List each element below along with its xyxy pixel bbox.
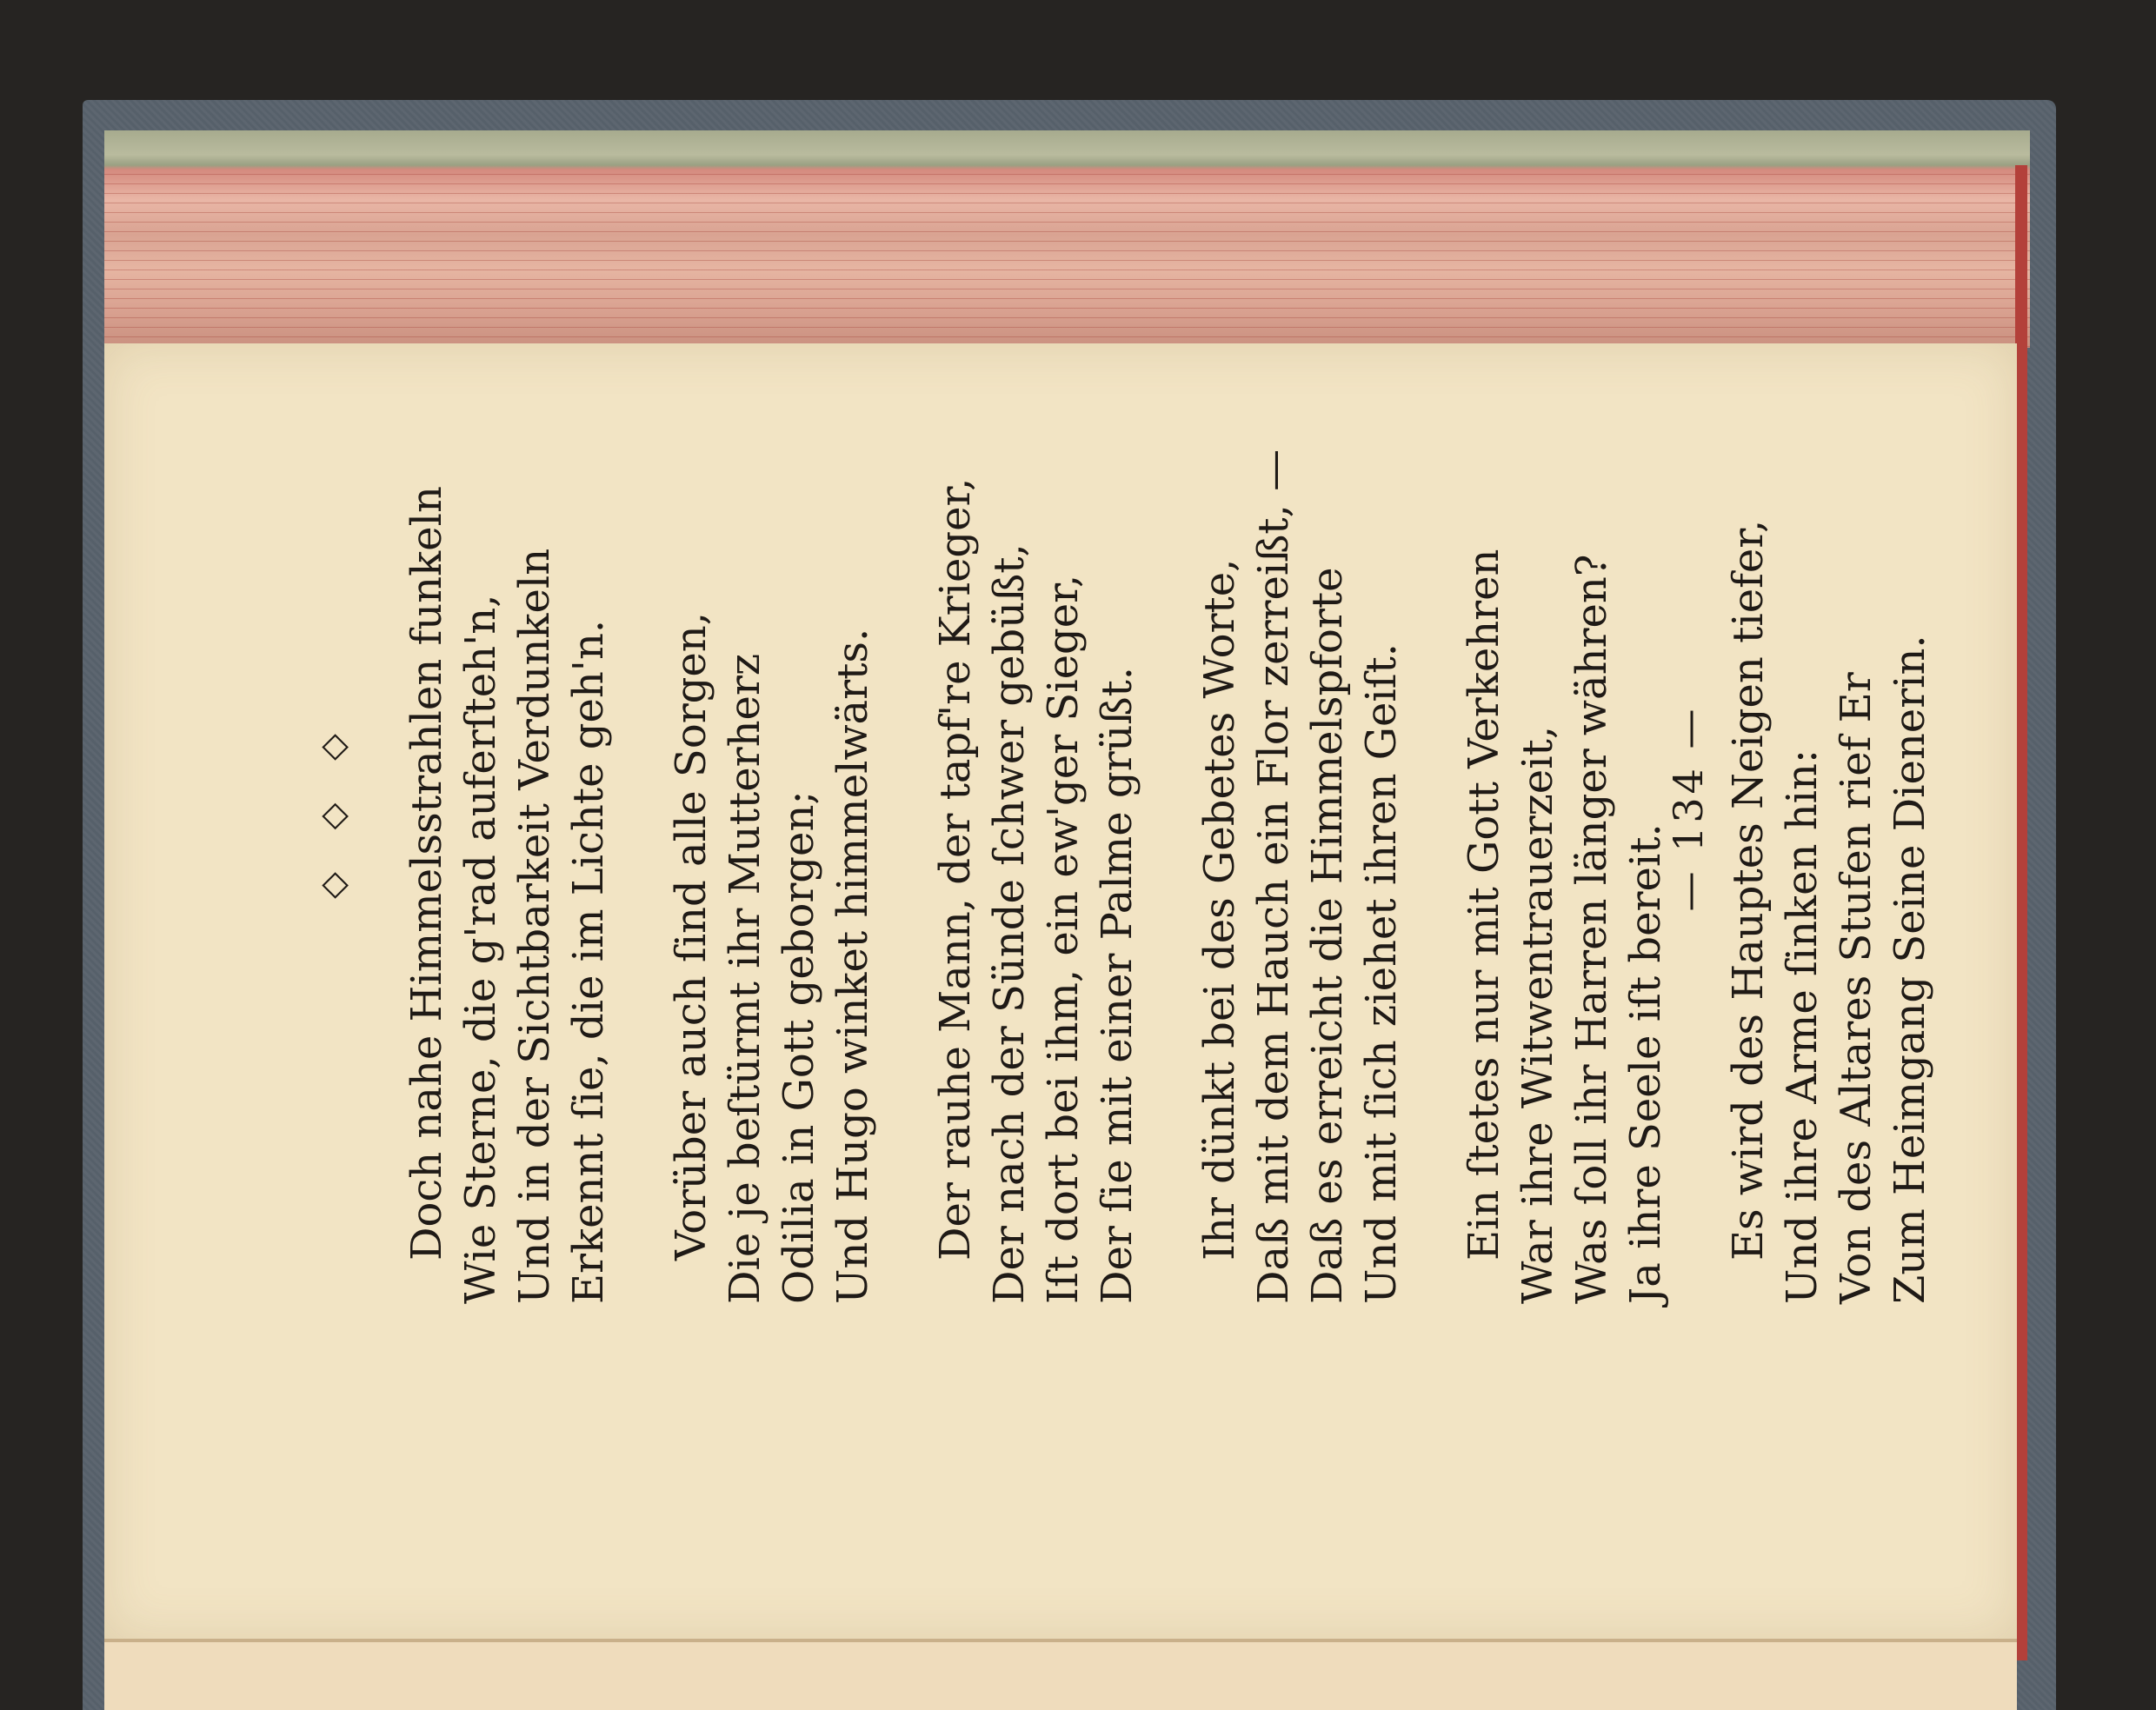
stanza-5 <box>1457 191 1673 1426</box>
poem-line: Erkennt ſie, die im Lichte geh'n. <box>564 619 613 1304</box>
page-text <box>313 191 1934 1426</box>
poem-line: Daß mit dem Hauch ein Flor zerreißt, — <box>1249 449 1298 1304</box>
poem <box>400 191 1986 1426</box>
poem-line: Doch nahe Himmelsstrahlen funkeln <box>403 486 451 1261</box>
page-number: — 134 — <box>1665 705 1712 912</box>
poem-line: Odilia in Gott geborgen; <box>775 790 823 1304</box>
poem-line: Iſt dort bei ihm, ein ew'ger Sieger, <box>1039 574 1088 1304</box>
poem-line: Die je beſtürmt ihr Mutterherz <box>721 653 769 1304</box>
stanza-3 <box>928 191 1144 1426</box>
poem-line: Der nach der Sünde ſchwer gebüßt, <box>985 543 1034 1304</box>
stanza-2 <box>664 191 880 1426</box>
poem-line: Der rauhe Mann, der tapf're Krieger, <box>931 477 980 1261</box>
poem-line: Und in der Sichtbarkeit Verdunkeln <box>510 548 559 1304</box>
poem-line: Und Hugo winket himmelwärts. <box>828 628 877 1304</box>
poem-line: Ja ihre Seele iſt bereit. <box>1621 823 1670 1304</box>
poem-line: War ihre Witwentrauerzeit, <box>1514 725 1562 1304</box>
poem-line: Wie Sterne, die g'rad auferſteh'n, <box>456 594 505 1304</box>
poem-line: Und ihre Arme ſinken hin: <box>1778 749 1827 1304</box>
poem-line: Ein ſtetes nur mit Gott Verkehren <box>1460 549 1508 1261</box>
stanza-4 <box>1193 191 1408 1426</box>
poem-line: Der ſie mit einer Palme grüßt. <box>1093 666 1141 1304</box>
poem-line: Von des Altares Stufen rief Er <box>1832 672 1880 1304</box>
red-page-edge <box>2015 165 2027 1660</box>
poem-line: Was ſoll ihr Harren länger währen? <box>1567 554 1616 1304</box>
poem-line: Daß es erreicht die Himmelspforte <box>1303 567 1352 1304</box>
poem-line: Zum Heimgang Seine Dienerin. <box>1886 635 1934 1304</box>
stanza-1 <box>400 191 616 1426</box>
poem-line: Vorüber auch ſind alle Sorgen, <box>667 612 715 1261</box>
adjacent-page-edge <box>104 1639 2017 1710</box>
poem-line: Und mit ſich ziehet ihren Geiſt. <box>1357 642 1406 1304</box>
ornament-diamonds: ◇ ◇ ◇ <box>313 718 353 899</box>
stanza-6 <box>1721 191 1937 1426</box>
poem-line: Ihr dünkt bei des Gebetes Worte, <box>1195 558 1244 1261</box>
poem-line: Es wird des Hauptes Neigen tiefer, <box>1724 519 1773 1261</box>
